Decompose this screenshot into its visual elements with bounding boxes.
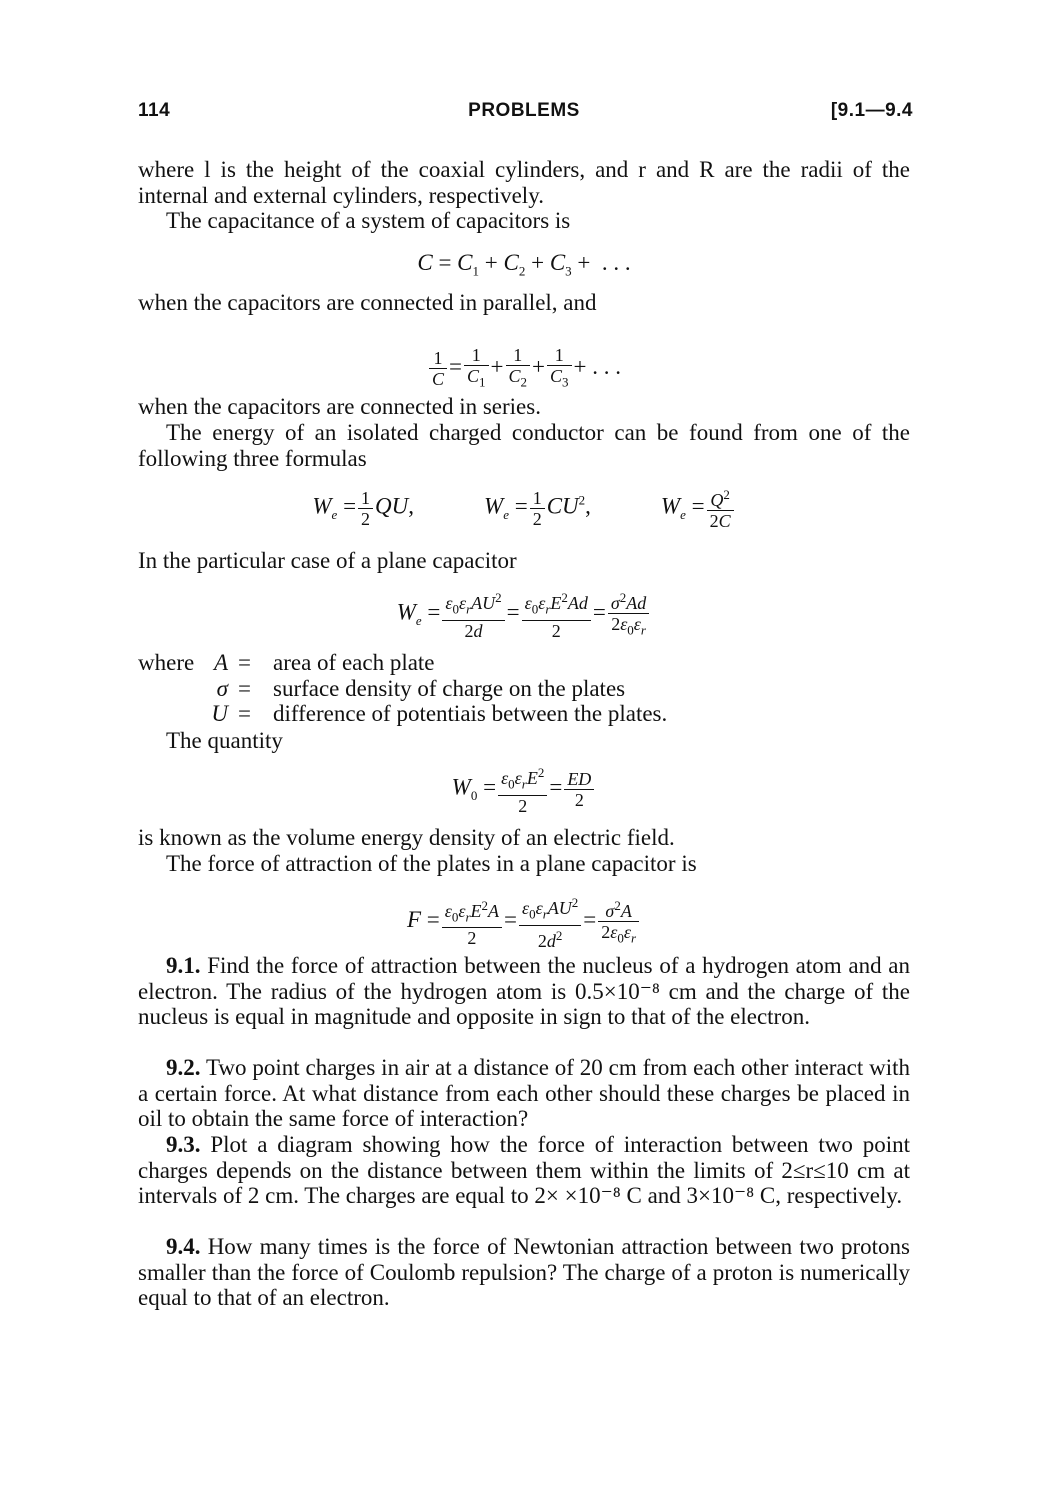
running-header: PROBLEMS: [468, 100, 580, 121]
paragraph-capacitance: The capacitance of a system of capacitors is: [166, 208, 571, 233]
definitions-list: [138, 650, 910, 727]
definition-symbol: A: [213, 650, 228, 675]
paragraph-parallel: when the capacitors are connected in parallel, and: [138, 290, 597, 315]
definition-equals: =: [238, 701, 251, 726]
definition-symbol: σ: [216, 675, 228, 701]
definition-lead: where: [138, 650, 195, 675]
problem-text: Find the force of attraction between the nucleus of a hydrogen atom and an electron. The radius of the hydrogen atom is 0.5×10⁻⁸ cm and the charge of the nucleus is equal in magnitude and opposite in sign to that of the electron.: [138, 953, 910, 1029]
definition-text: difference of potentiais between the plates.: [273, 701, 668, 726]
problem-text: Two point charges in air at a distance of 20 cm from each other interact with a certain force. At what distance from each other should these charges be placed in oil to obtain the same force of interaction?: [138, 1055, 910, 1131]
paragraph-plane-capacitor: In the particular case of a plane capacitor: [138, 548, 517, 573]
definition-symbol: U: [211, 701, 228, 726]
equation-volume-density: $W_0$ = $\frac{\varepsilon_0\varepsilon_rE^2}{2}$ = $\frac{ED}{2}$: [0, 763, 1048, 816]
section-range: [9.1—9.4: [830, 100, 913, 121]
problem-text: Plot a diagram showing how the force of interaction between two point charges depends on the distance between them within the limits of 2≤r≤10 cm at intervals of 2 cm. The charges are equal to 2× ×10⁻⁸ C and 3×10⁻⁸ C, respectively.: [138, 1132, 910, 1208]
problem-number: 9.4.: [166, 1234, 201, 1259]
paragraph-series: when the capacitors are connected in series.: [138, 394, 541, 419]
problem-9-3: [138, 1132, 910, 1209]
definition-equals: =: [238, 675, 251, 701]
definition-equals: =: [238, 650, 251, 675]
equation-force: F = $\frac{\varepsilon_0\varepsilon_rE^2A}{2}$ = $\frac{\varepsilon_0\varepsilon_rAU^2}{2d^2}$ = $\frac{\sigma^2A}{2\varepsilon_0\varepsilon_r}$: [0, 893, 1048, 951]
definition-text: surface density of charge on the plates: [273, 675, 626, 701]
paragraph-energy: The energy of an isolated charged conductor can be found from one of the following three formulas: [138, 420, 910, 471]
equation-energy-formulas: $W_e$ = $\frac{1}{2}$ QU, $W_e$ = $\frac{1}{2}$ $CU^2$, $W_e$ = $\frac{Q^2}{2C}$: [0, 485, 1048, 531]
definition-row: [138, 650, 910, 676]
problem-9-4: [138, 1234, 910, 1311]
problem-number: 9.3.: [166, 1132, 201, 1157]
equation-parallel: $C = C_1 + C_2 + C_3$ + . . .: [417, 250, 631, 279]
definition-text: area of each plate: [273, 650, 435, 675]
problem-number: 9.2.: [166, 1055, 201, 1080]
problem-number: 9.1.: [166, 953, 201, 978]
equation-series: $\frac{1}{C}$ = $\frac{1}{C_1}$ + $\frac{1}{C_2}$ + $\frac{1}{C_3}$ + . . .: [0, 345, 1048, 393]
equation-plane-energy: $W_e$ = $\frac{\varepsilon_0\varepsilon_rAU^2}{2d}$ = $\frac{\varepsilon_0\varepsilon_rE^2Ad}{2}$ = $\frac{\sigma^2Ad}{2\varepsilon_0\varepsilon_r}$: [0, 588, 1048, 641]
problem-9-2: [138, 1055, 910, 1132]
paragraph-volume-density: is known as the volume energy density of an electric field.: [138, 825, 675, 850]
paragraph-force: The force of attraction of the plates in a plane capacitor is: [166, 851, 697, 876]
paragraph-coaxial: where l is the height of the coaxial cylinders, and r and R are the radii of the internal and external cylinders, respectively.: [138, 157, 910, 208]
problem-9-1: [138, 953, 910, 1030]
paragraph-quantity: The quantity: [166, 728, 283, 753]
problem-text: How many times is the force of Newtonian attraction between two protons smaller than the force of Coulomb repulsion? The charge of a proton is numerically equal to that of an electron.: [138, 1234, 911, 1310]
page-number: 114: [138, 100, 171, 121]
definition-row: [138, 701, 910, 727]
definition-row: [138, 676, 910, 702]
